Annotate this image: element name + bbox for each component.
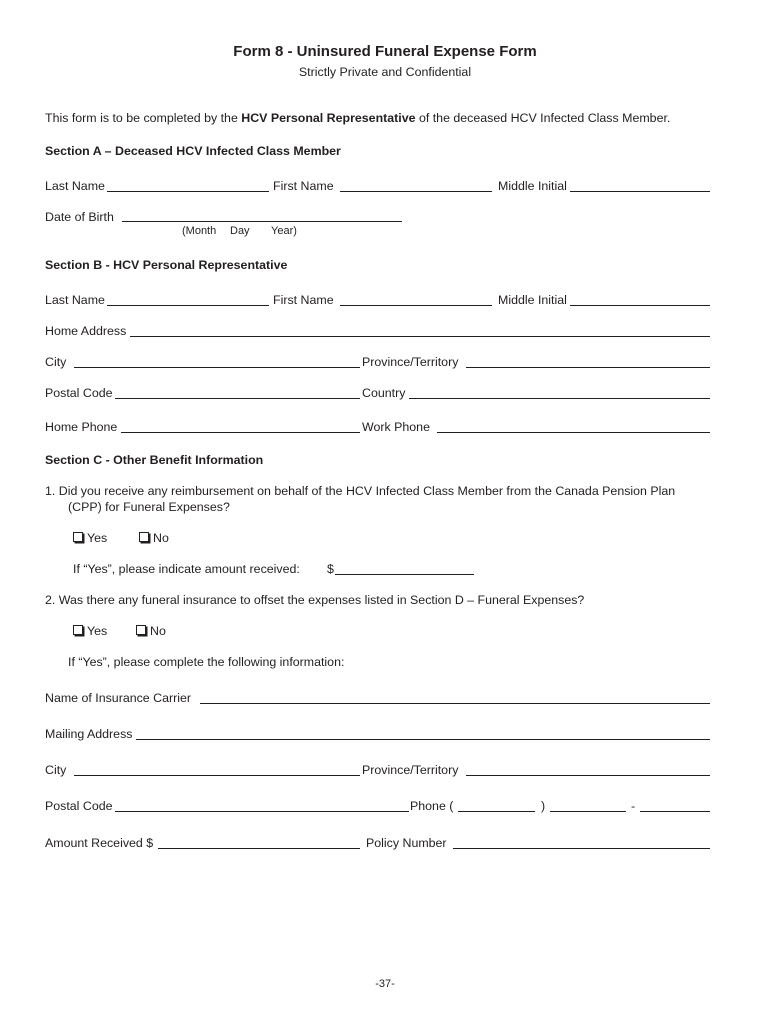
intro-text xyxy=(45,111,670,125)
policy-number-field[interactable] xyxy=(453,848,710,849)
carrier-field[interactable] xyxy=(200,703,710,704)
b-home-phone-field[interactable] xyxy=(121,432,360,433)
intro-before: This form is to be completed by the xyxy=(45,111,242,125)
b-province-field[interactable] xyxy=(466,367,710,368)
section-a-heading: Section A – Deceased HCV Infected Class Member xyxy=(45,144,341,158)
q2-text: 2. Was there any funeral insurance to offset the expenses listed in Section D – Funeral Expenses? xyxy=(45,593,585,607)
a-dob-label: Date of Birth xyxy=(45,210,114,224)
q1-no-option[interactable] xyxy=(139,531,169,545)
q1-yes-checkbox[interactable] xyxy=(73,532,83,542)
a-first-name-field[interactable] xyxy=(340,191,492,192)
intro-after: of the deceased HCV Infected Class Member. xyxy=(415,111,671,125)
amount-received-field[interactable] xyxy=(158,848,360,849)
c-city-label: City xyxy=(45,763,67,777)
mailing-address-field[interactable] xyxy=(136,739,710,740)
b-province-label: Province/Territory xyxy=(362,355,459,369)
b-middle-initial-label: Middle Initial xyxy=(498,293,567,307)
q1-amount-label: If “Yes”, please indicate amount received: xyxy=(73,562,300,576)
b-country-field[interactable] xyxy=(409,398,710,399)
q2-no-option[interactable] xyxy=(136,624,166,638)
q1-no-label: No xyxy=(153,531,169,545)
page-number: -37- xyxy=(375,978,395,990)
c-phone-line-field[interactable] xyxy=(640,811,710,812)
a-last-name-field[interactable] xyxy=(107,191,269,192)
q2-yes-checkbox[interactable] xyxy=(73,625,83,635)
c-province-label: Province/Territory xyxy=(362,763,459,777)
c-postal-code-field[interactable] xyxy=(115,811,409,812)
a-dob-field[interactable] xyxy=(122,221,402,222)
c-phone-label: Phone ( xyxy=(410,799,454,813)
policy-number-label: Policy Number xyxy=(366,836,447,850)
c-phone-close-paren: ) xyxy=(541,799,546,813)
b-first-name-label: First Name xyxy=(273,293,334,307)
b-country-label: Country xyxy=(362,386,406,400)
b-postal-code-field[interactable] xyxy=(115,398,360,399)
q2-no-label: No xyxy=(150,624,166,638)
q1-no-checkbox[interactable] xyxy=(139,532,149,542)
b-home-phone-label: Home Phone xyxy=(45,420,118,434)
c-province-field[interactable] xyxy=(466,775,710,776)
q2-yes-option[interactable] xyxy=(73,624,107,638)
b-work-phone-label: Work Phone xyxy=(362,420,430,434)
section-b-heading: Section B - HCV Personal Representative xyxy=(45,258,288,272)
b-postal-code-label: Postal Code xyxy=(45,386,113,400)
q2-followup-text: If “Yes”, please complete the following information: xyxy=(68,655,345,669)
c-phone-prefix-field[interactable] xyxy=(550,811,626,812)
q2-no-checkbox[interactable] xyxy=(136,625,146,635)
q1-yes-option[interactable] xyxy=(73,531,107,545)
a-last-name-label: Last Name xyxy=(45,179,105,193)
b-home-address-label: Home Address xyxy=(45,324,127,338)
b-city-label: City xyxy=(45,355,67,369)
dob-hint-month: (Month xyxy=(182,225,217,237)
b-work-phone-field[interactable] xyxy=(437,432,710,433)
b-middle-initial-field[interactable] xyxy=(570,305,710,306)
q1-yes-label: Yes xyxy=(87,531,108,545)
q1-dollar-sign: $ xyxy=(327,562,334,576)
mailing-address-label: Mailing Address xyxy=(45,727,133,741)
q1-text-line1: 1. Did you receive any reimbursement on behalf of the HCV Infected Class Member from the Canada Pension Plan xyxy=(45,484,676,498)
form-title: Form 8 - Uninsured Funeral Expense Form xyxy=(233,43,537,60)
section-c-heading: Section C - Other Benefit Information xyxy=(45,453,264,467)
b-home-address-field[interactable] xyxy=(130,336,710,337)
a-middle-initial-label: Middle Initial xyxy=(498,179,567,193)
q1-amount-field[interactable] xyxy=(335,574,474,575)
c-phone-area-code-field[interactable] xyxy=(458,811,535,812)
b-last-name-label: Last Name xyxy=(45,293,105,307)
c-postal-code-label: Postal Code xyxy=(45,799,113,813)
form-subtitle: Strictly Private and Confidential xyxy=(298,65,472,79)
b-last-name-field[interactable] xyxy=(107,305,269,306)
q1-text-line2: (CPP) for Funeral Expenses? xyxy=(68,500,230,514)
a-middle-initial-field[interactable] xyxy=(570,191,710,192)
amount-received-label: Amount Received $ xyxy=(45,836,154,850)
b-city-field[interactable] xyxy=(74,367,360,368)
c-phone-dash: - xyxy=(631,799,636,813)
a-first-name-label: First Name xyxy=(273,179,334,193)
intro-bold: HCV Personal Representative xyxy=(241,111,416,125)
b-first-name-field[interactable] xyxy=(340,305,492,306)
dob-hint-day: Day xyxy=(230,225,250,237)
q2-yes-label: Yes xyxy=(87,624,108,638)
carrier-label: Name of Insurance Carrier xyxy=(45,691,191,705)
dob-hint-year: Year) xyxy=(271,225,297,237)
c-city-field[interactable] xyxy=(74,775,360,776)
